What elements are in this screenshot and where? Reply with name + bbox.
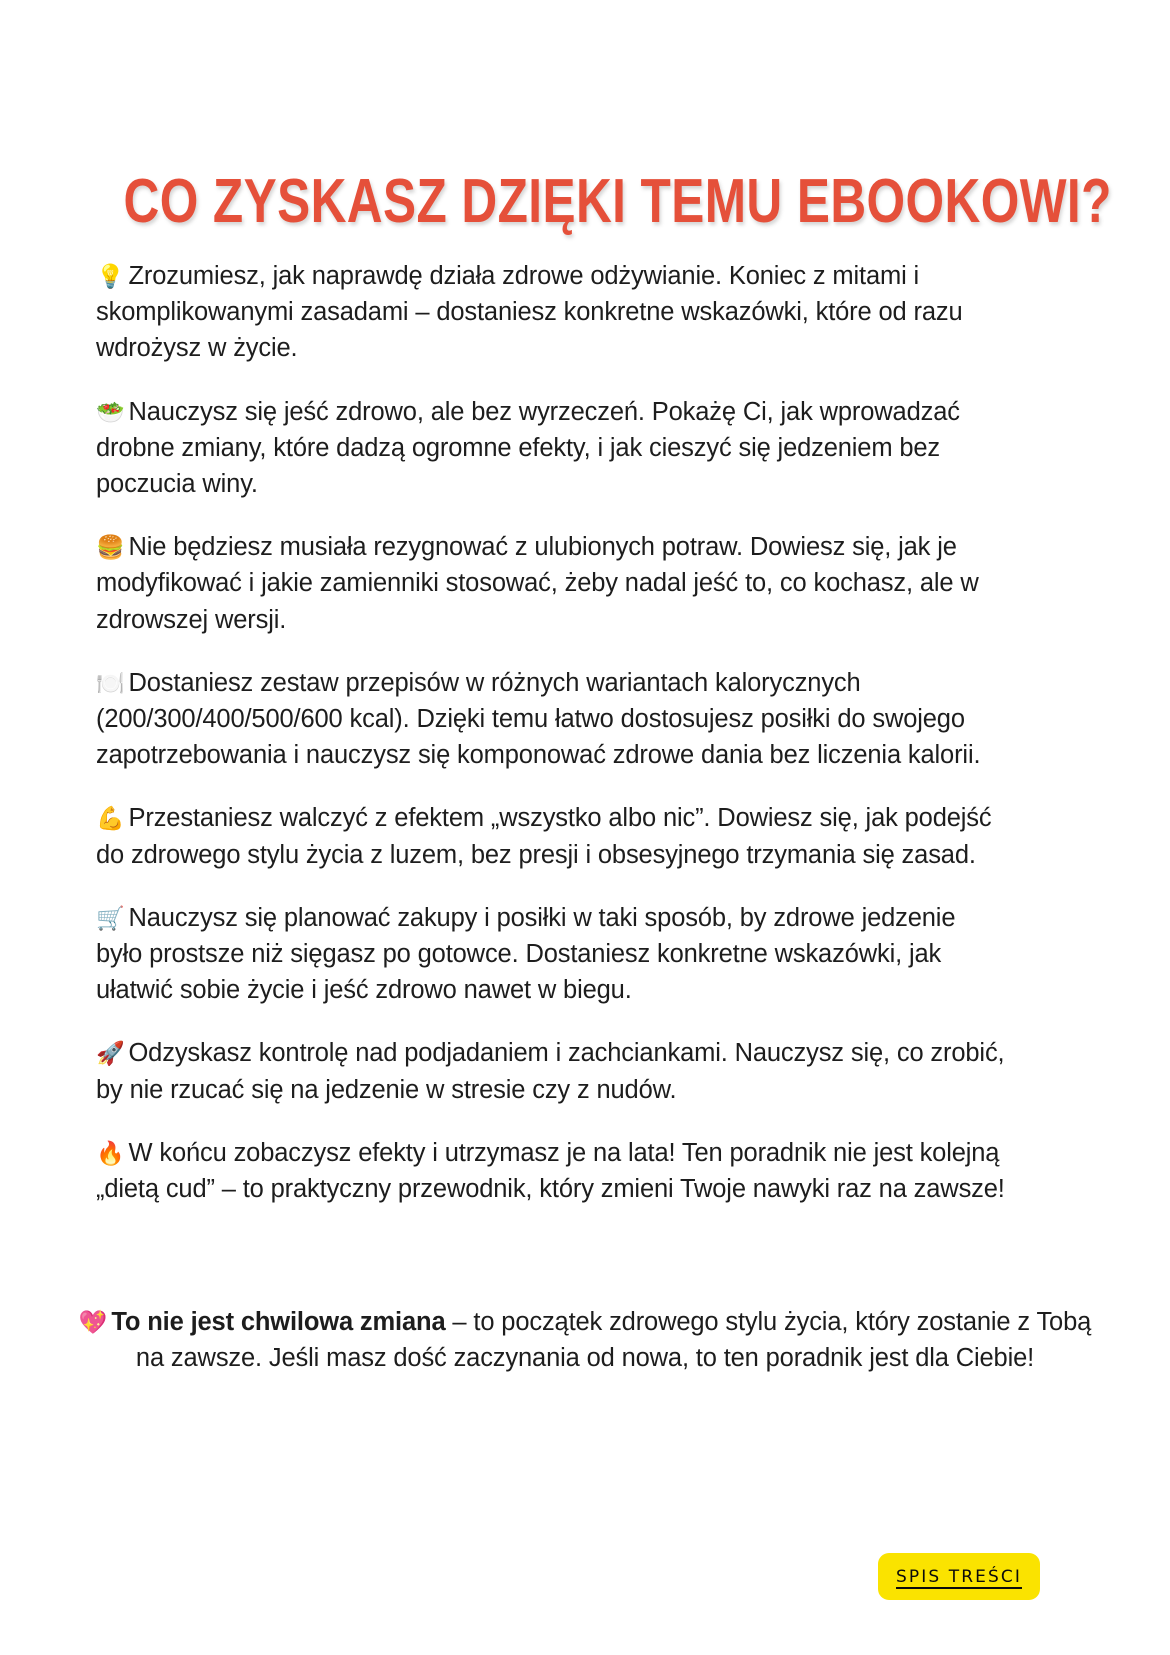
table-of-contents-label: SPIS TREŚCI <box>896 1566 1022 1587</box>
benefit-text: Nie będziesz musiała rezygnować z ulubionych potraw. Dowiesz się, jak je modyfikować i jakie zamienniki stosować, żeby nadal jeść to, co kochasz, ale w zdrowszej wersji. <box>96 533 979 634</box>
fire-emoji: 🔥 <box>96 1140 125 1167</box>
green-salad-emoji: 🥗 <box>96 399 125 426</box>
benefit-item <box>96 1135 1008 1207</box>
rocket-emoji: 🚀 <box>96 1041 125 1068</box>
benefit-item <box>96 1035 1008 1107</box>
benefit-item <box>96 800 1008 872</box>
closing-rest-text: – to początek zdrowego stylu życia, który zostanie z Tobą na zawsze. Jeśli masz dość zaczynania od nowa, to ten poradnik jest dla Ciebie! <box>135 1307 1092 1373</box>
table-of-contents-button[interactable] <box>878 1553 1040 1600</box>
page-title-container <box>0 128 1170 274</box>
closing-bold-text: To nie jest chwilowa zmiana <box>111 1307 446 1336</box>
sparkling-heart-emoji: 💖 <box>78 1309 108 1336</box>
benefit-text: Odzyskasz kontrolę nad podjadaniem i zachciankami. Nauczysz się, co zrobić, by nie rzucać się na jedzenie w stresie czy z nudów. <box>96 1039 1005 1104</box>
benefit-item <box>96 258 1008 367</box>
benefit-item <box>96 665 1008 774</box>
benefits-list <box>96 258 1008 1207</box>
benefit-item <box>96 900 1008 1009</box>
benefit-text: Dostaniesz zestaw przepisów w różnych wariantach kalorycznych (200/300/400/500/600 kcal). Dzięki temu łatwo dostosujesz posiłki do swojego zapotrzebowania i nauczysz się komponować zdrowe dania bez liczenia kalorii. <box>96 668 981 770</box>
benefit-text: W końcu zobaczysz efekty i utrzymasz je na lata! Ten poradnik nie jest kolejną „dietą cud” – to praktyczny przewodnik, który zmieni Twoje nawyki raz na zawsze! <box>96 1138 1005 1204</box>
closing-statement <box>70 1304 1100 1378</box>
fork-and-knife-with-plate-emoji: 🍽️ <box>96 670 125 697</box>
benefit-text: Przestaniesz walczyć z efektem „wszystko albo nic”. Dowiesz się, jak podejść do zdrowego stylu życia z luzem, bez presji i obsesyjnego trzymania się zasad. <box>96 804 992 869</box>
benefit-item <box>96 394 1008 503</box>
page-title: CO ZYSKASZ DZIĘKI TEMU EBOOKOWI? <box>123 166 1112 236</box>
benefit-text: Nauczysz się planować zakupy i posiłki w taki sposób, by zdrowe jedzenie było prostsze niż sięgasz po gotowce. Dostaniesz konkretne wskazówki, jak ułatwić sobie życie i jeść zdrowo nawet w biegu. <box>96 903 956 1005</box>
shopping-cart-emoji: 🛒 <box>96 905 125 932</box>
benefit-text: Nauczysz się jeść zdrowo, ale bez wyrzeczeń. Pokażę Ci, jak wprowadzać drobne zmiany, które dadzą ogromne efekty, i jak cieszyć się jedzeniem bez poczucia winy. <box>96 397 960 499</box>
benefit-item <box>96 529 1008 638</box>
benefit-text: Zrozumiesz, jak naprawdę działa zdrowe odżywianie. Koniec z mitami i skomplikowanymi zasadami – dostaniesz konkretne wskazówki, które od razu wdrożysz w życie. <box>96 262 963 363</box>
hamburger-emoji: 🍔 <box>96 535 125 562</box>
flexed-biceps-emoji: 💪 <box>96 806 125 833</box>
light-bulb-emoji: 💡 <box>96 264 125 290</box>
